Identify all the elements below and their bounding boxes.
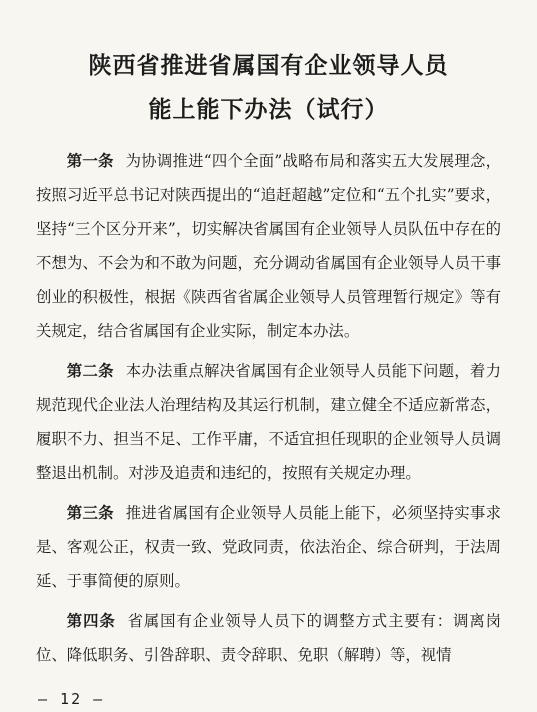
article-4: [36, 604, 501, 672]
article-4-text: 省属国有企业领导人员下的调整方式主要有：调离岗位、降低职务、引咎辞职、责令辞职、免职（解聘）等，视情: [36, 612, 501, 664]
article-2-head: 第二条: [66, 362, 114, 380]
article-3-text: 推进省属国有企业领导人员能上能下，必须坚持实事求是、客观公正，权责一致、党政同责，依法治企、综合研判，于法周延、于事简便的原则。: [36, 504, 501, 590]
article-1: [36, 144, 501, 348]
title-line-1: 陕西省推进省属国有企业领导人员: [88, 53, 449, 79]
title-line-2: 能上能下办法（试行）: [148, 97, 389, 123]
document-title: [36, 44, 501, 132]
article-1-head: 第一条: [66, 152, 114, 170]
article-3: [36, 496, 501, 598]
article-4-head: 第四条: [66, 612, 116, 630]
article-3-head: 第三条: [66, 504, 114, 522]
page-number: — 12 —: [38, 690, 105, 708]
article-2-text: 本办法重点解决省属国有企业领导人员能下问题，着力规范现代企业法人治理结构及其运行机制，建立健全不适应新常态，履职不力、担当不足、工作平庸，不适宜担任现职的企业领导人员调整退出机制。对涉及追责和违纪的，按照有关规定办理。: [36, 362, 501, 482]
article-1-text: 为协调推进“四个全面”战略布局和落实五大发展理念，按照习近平总书记对陕西提出的“追赶超越”定位和“五个扎实”要求，坚持“三个区分开来”，切实解决省属国有企业领导人员队伍中存在的不想为、不会为和不敢为问题，充分调动省属国有企业领导人员干事创业的积极性，根据《陕西省省属企业领导人员管理暂行规定》等有关规定，结合省属国有企业实际，制定本办法。: [36, 152, 501, 340]
article-2: [36, 354, 501, 490]
